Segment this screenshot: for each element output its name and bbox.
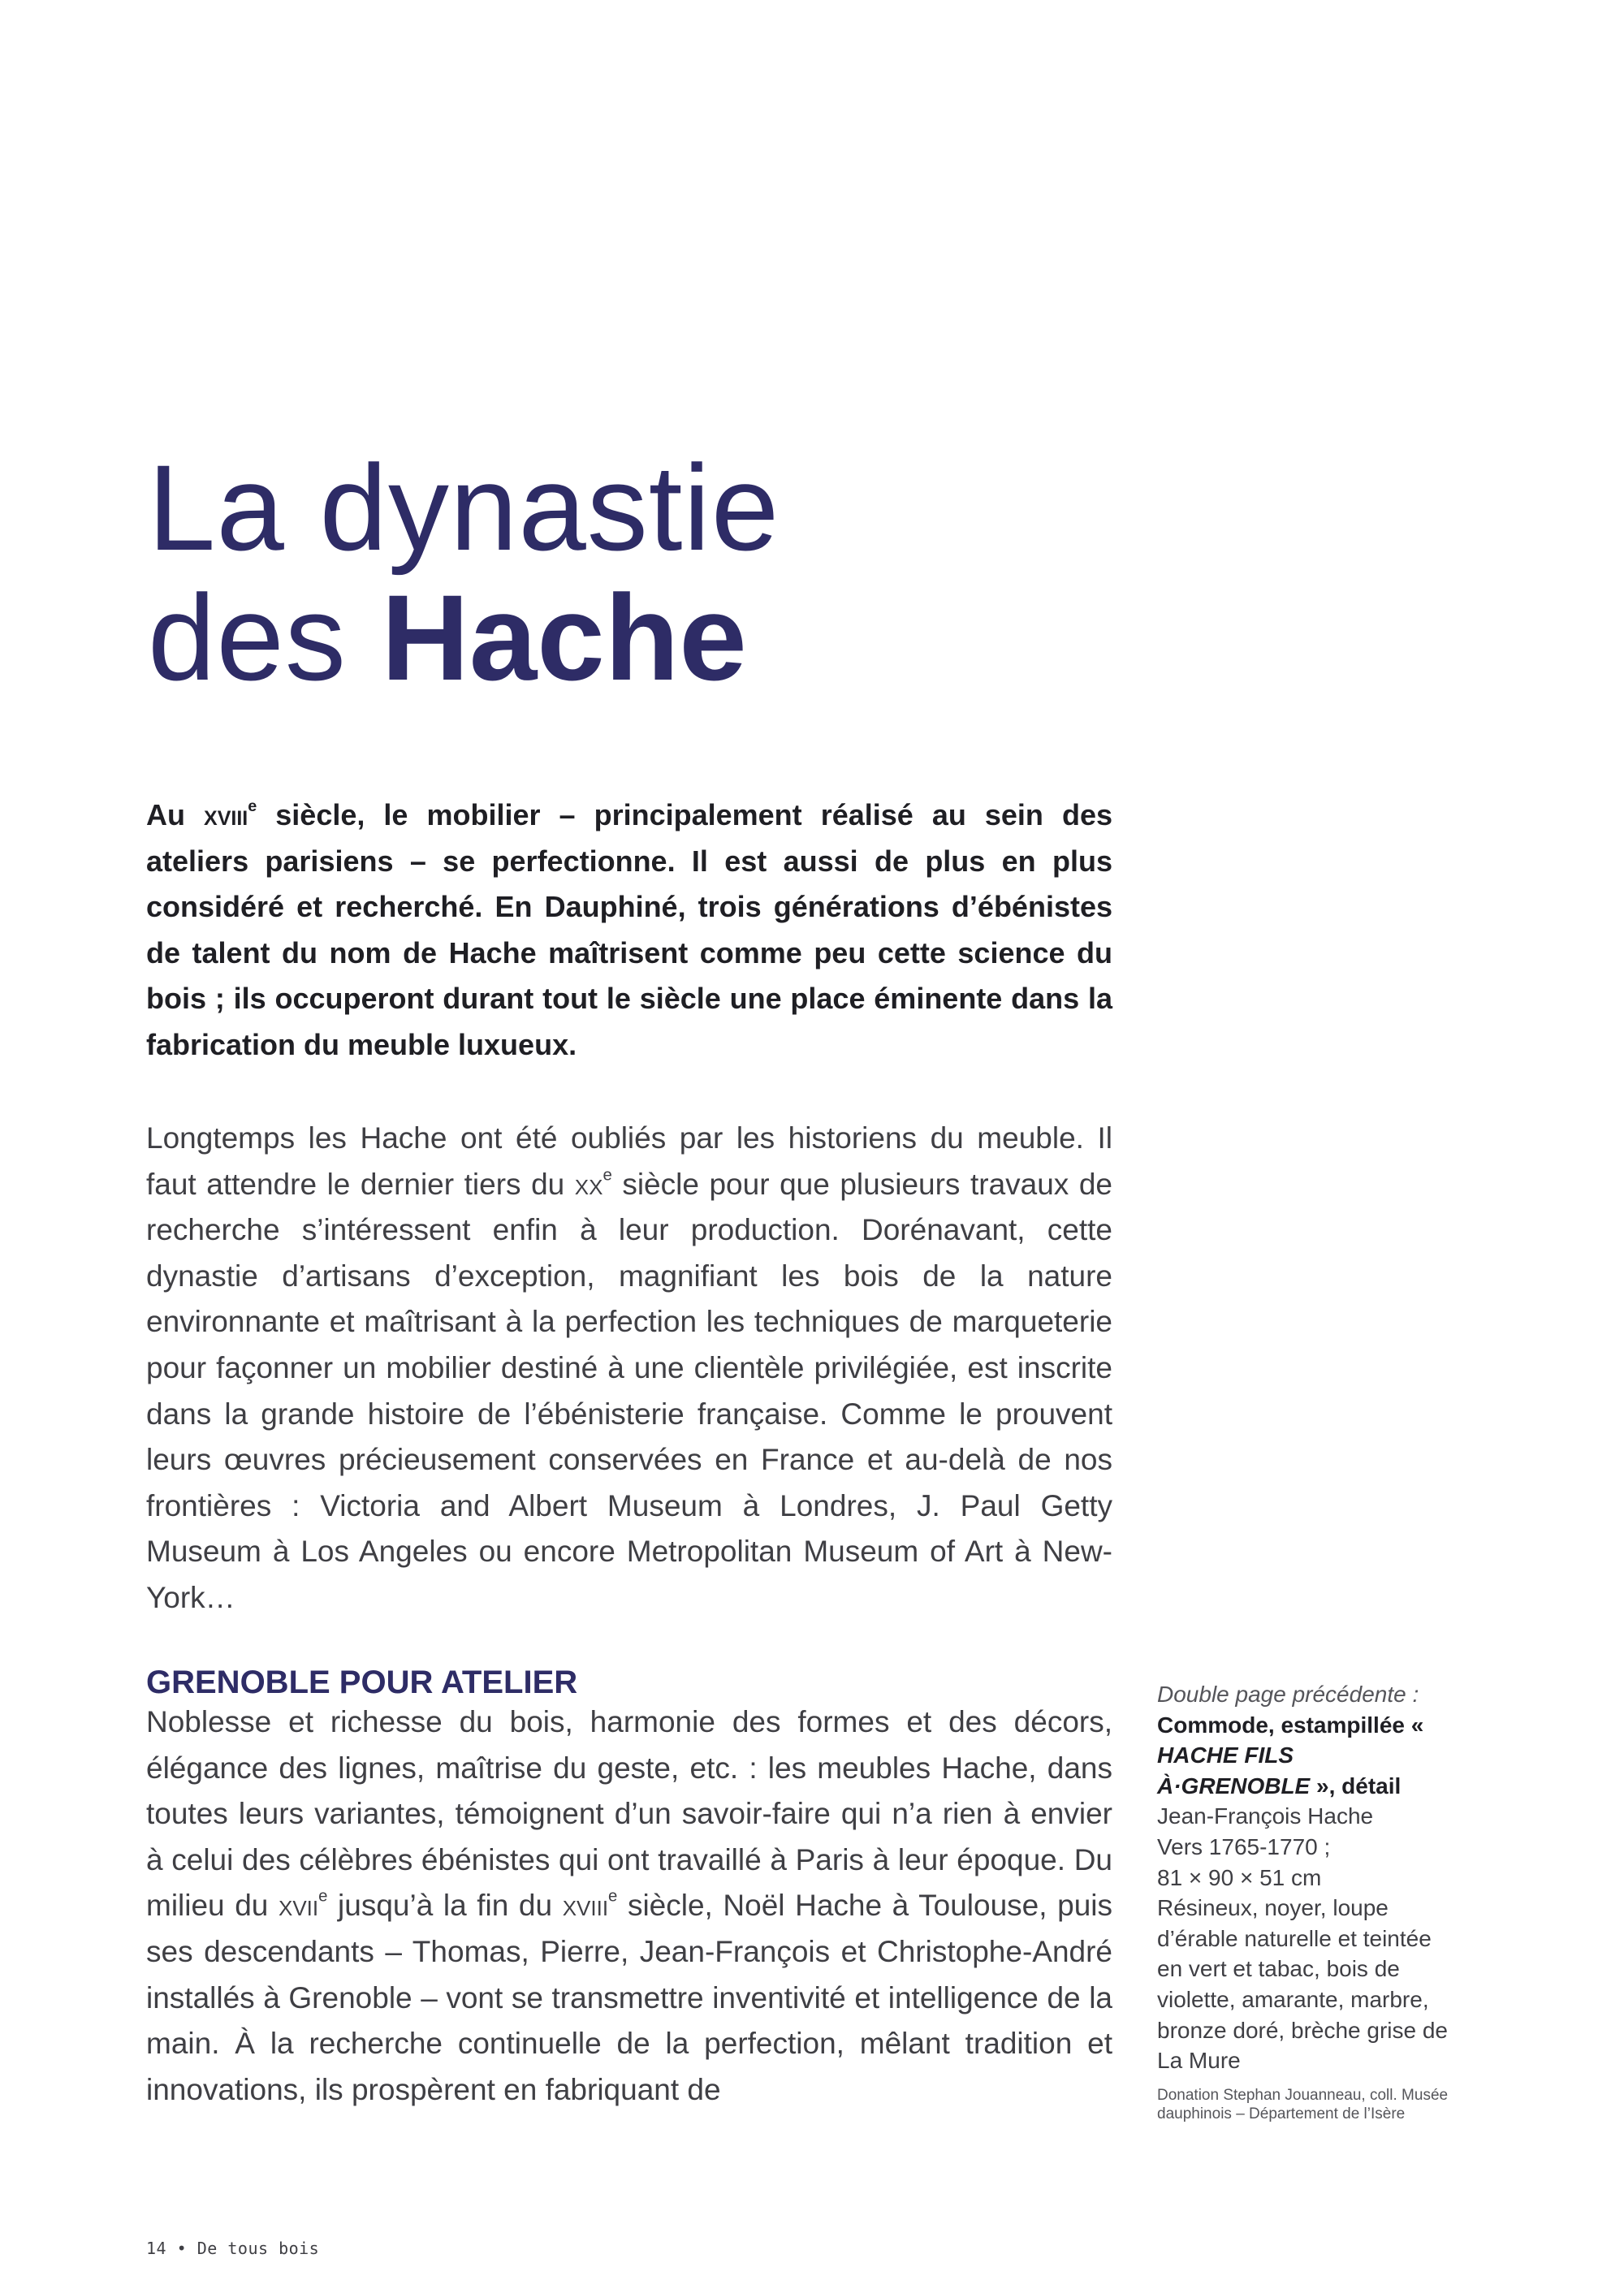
intro-century-sup: e	[248, 797, 257, 816]
p2-century-1: xvii	[278, 1889, 319, 1923]
section-heading: GRENOBLE POUR ATELIER	[146, 1665, 578, 1700]
image-caption	[1157, 1679, 1449, 2123]
caption-title	[1157, 1710, 1449, 1802]
caption-date: Vers 1765-1770 ;	[1157, 1833, 1331, 1859]
publication-name: De tous bois	[197, 2239, 320, 2258]
intro-text-b: siècle, le mobilier – principalement réalisé au sein des ateliers parisiens – se perfectionne. Il est aussi de plus en plus considéré et recherché. En Dauphiné, trois générations d’ébénistes de talent du nom de Hache maîtrisent comme peu cette science du bois ; ils occuperont durant tout le siècle une place éminente dans la fabrication du meuble luxueux.	[146, 798, 1112, 1061]
title-bold: Hache	[381, 569, 747, 706]
caption-title-italic: HACHE FILS À·GRENOBLE	[1157, 1742, 1311, 1799]
p2-century-1-sup: e	[318, 1888, 328, 1907]
caption-author: Jean-François Hache	[1157, 1803, 1374, 1829]
caption-materials: Résineux, noyer, loupe d’érable naturelle et teintée en vert et tabac, bois de violette, amarante, marbre, bronze doré, brèche grise de La Mure	[1157, 1895, 1448, 2074]
p2-century-2: xviii	[562, 1889, 609, 1923]
intro-century: xviii	[204, 798, 248, 831]
p1-century-sup: e	[603, 1166, 612, 1185]
p1-text-b: siècle pour que plusieurs travaux de recherche s’intéressent enfin à leur production. Dorénavant, cette dynastie d’artisans d’exception, magnifiant les bois de la nature environnante et maîtrisant à la perfection les techniques de marqueterie pour façonner un mobilier destiné à une clientèle privilégiée, est inscrite dans la grande histoire de l’ébénisterie française. Comme le prouvent leurs œuvres précieusement conservées en France et au-delà de nos frontières : Victoria and Albert Museum à Londres, J. Paul Getty Museum à Los Angeles ou encore Metropolitan Museum of Art à New-York…	[146, 1167, 1112, 1614]
page-footer	[146, 2239, 319, 2258]
footer-separator: •	[176, 2239, 188, 2258]
p2-century-2-sup: e	[608, 1888, 618, 1907]
body-paragraph-2	[146, 1699, 1112, 2113]
page-number: 14	[146, 2239, 167, 2258]
title-line-1: La dynastie	[148, 439, 780, 576]
p1-century: xx	[574, 1167, 603, 1201]
page-title	[148, 439, 1203, 706]
p1-text-a: Longtemps les Hache ont été oubliés par les historiens du meuble. Il faut attendre le dernier tiers du	[146, 1121, 1112, 1201]
p2-text-a: Noblesse et richesse du bois, harmonie des formes et des décors, élégance des lignes, maîtrise du geste, etc. : les meubles Hache, dans toutes leurs variantes, témoignent d’un savoir-faire qui n’a rien à envier à celui des célèbres ébénistes qui ont travaillé à Paris à leur époque. Du milieu du	[146, 1705, 1112, 1923]
caption-intro: Double page précédente :	[1157, 1682, 1419, 1707]
title-line-2	[148, 569, 1203, 706]
caption-title-a: Commode, estampillée «	[1157, 1712, 1424, 1738]
title-light: des	[148, 569, 382, 706]
body-paragraph-1	[146, 1116, 1112, 1622]
intro-paragraph	[146, 792, 1112, 1069]
caption-credit: Donation Stephan Jouanneau, coll. Musée dauphinois – Département de l’Isère	[1157, 2086, 1449, 2122]
p2-text-c: siècle, Noël Hache à Toulouse, puis ses descendants – Thomas, Pierre, Jean-François et Christophe-André installés à Grenoble – vont se transmettre inventivité et intelligence de la main. À la recherche continuelle de la perfection, mêlant tradition et innovations, ils prospèrent en fabriquant de	[146, 1889, 1113, 2106]
p2-text-b: jusqu’à la fin du	[327, 1889, 563, 1923]
caption-dimensions: 81 × 90 × 51 cm	[1157, 1864, 1322, 1890]
caption-title-b: », détail	[1310, 1773, 1402, 1799]
intro-text-a: Au	[146, 798, 205, 831]
